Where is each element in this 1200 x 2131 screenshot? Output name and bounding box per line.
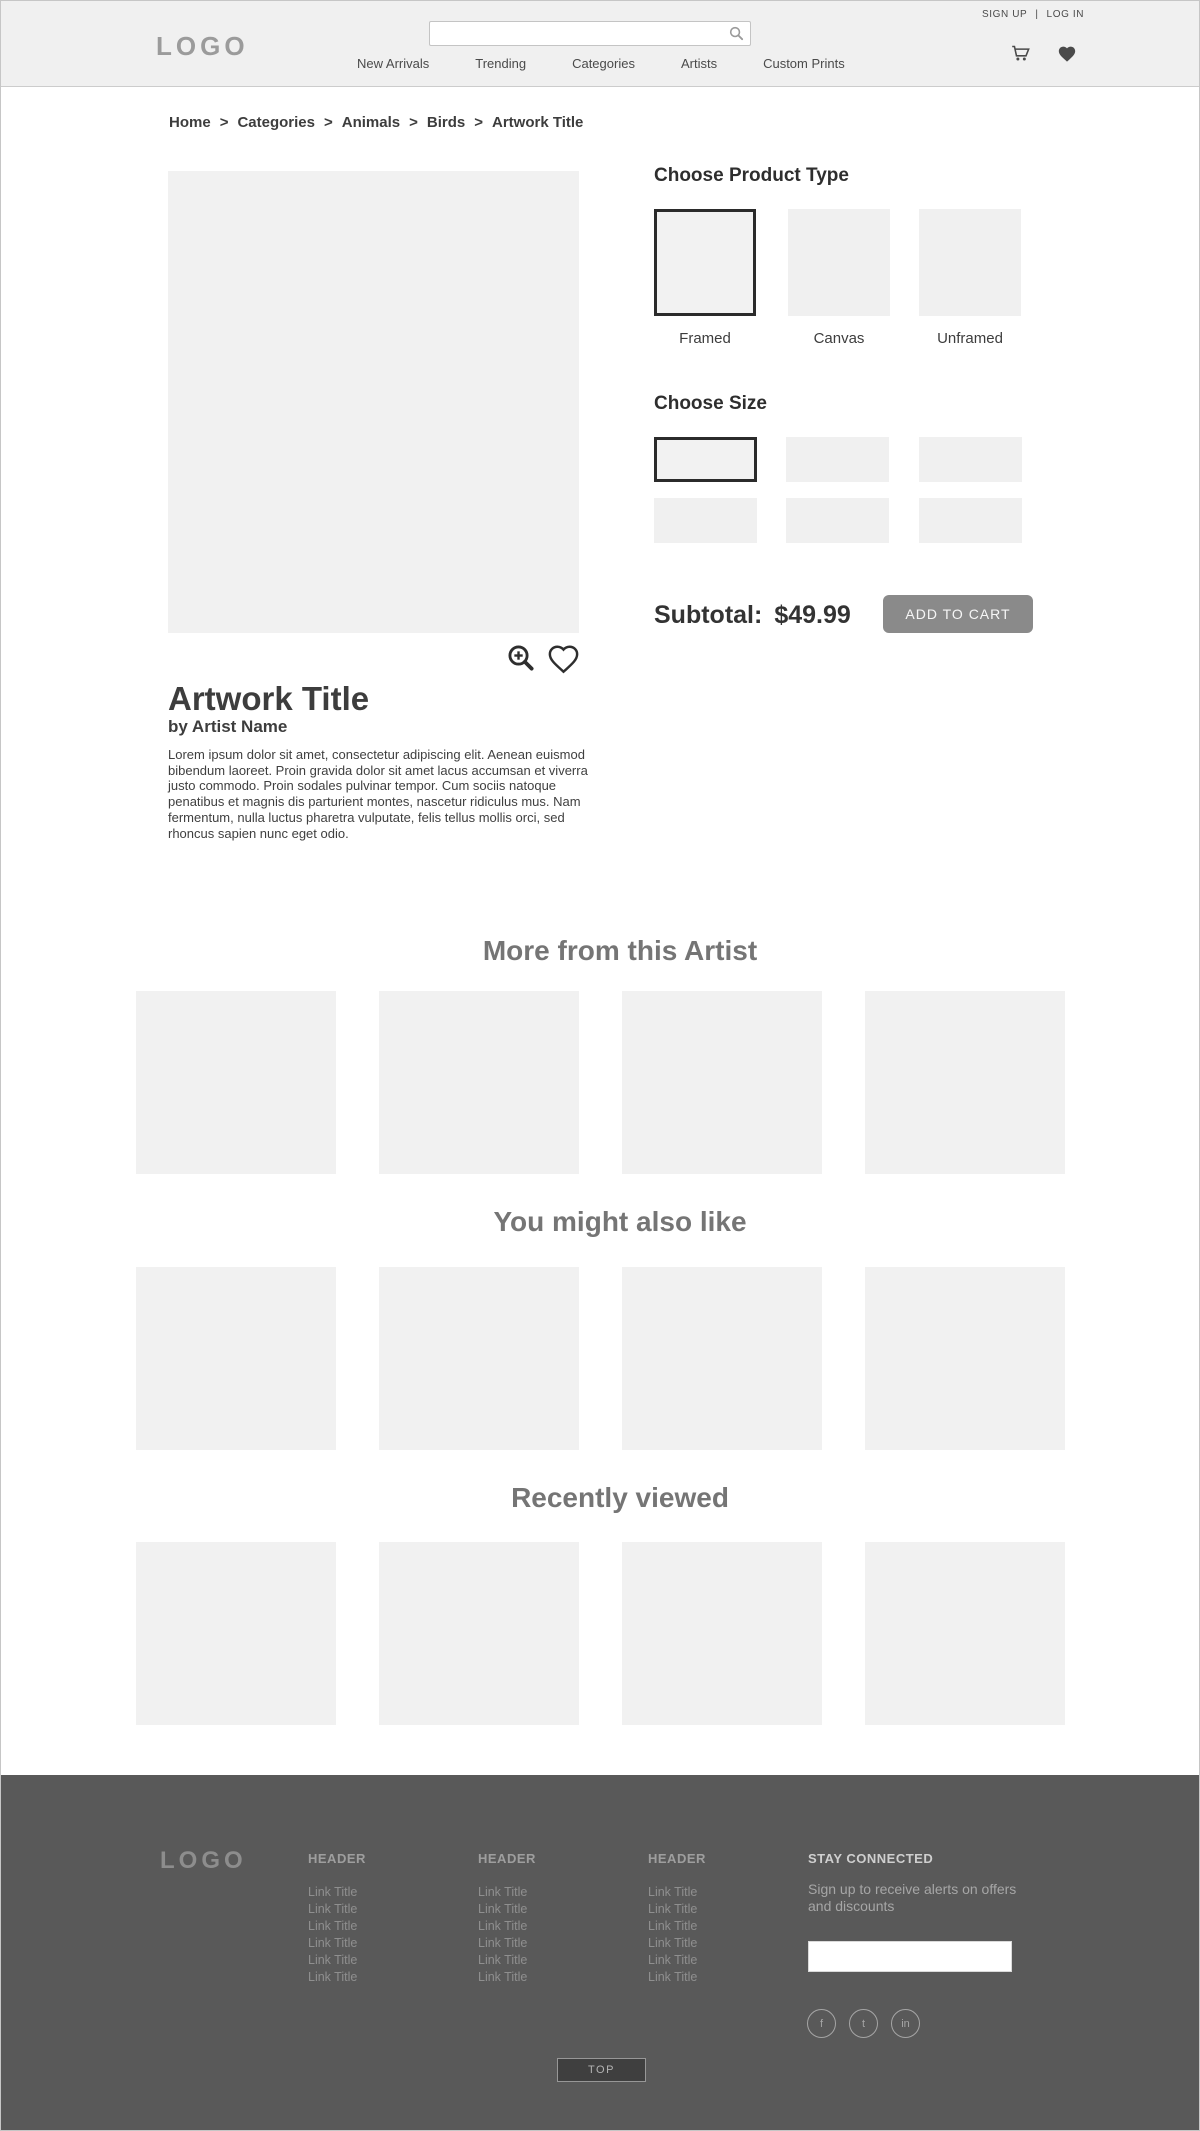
size-swatch-2[interactable] [786,437,889,482]
footer-column-header: HEADER [648,1851,706,1866]
size-swatch-5[interactable] [786,498,889,543]
artwork-title: Artwork Title [168,680,370,717]
product-type-swatch-unframed[interactable] [919,209,1021,316]
newsletter-email-input[interactable] [808,1941,1012,1972]
nav-item-categories[interactable]: Categories [572,56,635,71]
product-type-swatch-canvas[interactable] [788,209,890,316]
product-type-swatch-framed[interactable] [654,209,756,316]
breadcrumb-current: Artwork Title [491,114,584,131]
breadcrumb-categories[interactable]: Categories [237,114,315,131]
breadcrumb-animals[interactable]: Animals [341,114,401,131]
more-from-artist-row [136,991,1065,1174]
breadcrumb-birds[interactable]: Birds [426,114,466,131]
facebook-icon[interactable]: f [807,2009,836,2038]
back-to-top-button[interactable]: TOP [557,2058,646,2082]
stay-connected-block [808,1851,1038,1915]
footer-link[interactable]: Link Title [308,1902,358,1916]
signup-link[interactable]: SIGN UP [982,9,1028,20]
footer-link[interactable]: Link Title [478,1936,528,1950]
breadcrumb-separator: > [474,114,483,131]
footer-link[interactable]: Link Title [648,1902,698,1916]
size-swatch-1[interactable] [654,437,757,482]
breadcrumb-separator: > [323,114,333,131]
social-icons-row [807,2009,920,2038]
footer-link[interactable]: Link Title [308,1919,358,1933]
footer-link[interactable]: Link Title [648,1919,698,1933]
artwork-thumbnail[interactable] [136,1542,336,1725]
stay-connected-text: Sign up to receive alerts on offers and discounts [808,1881,1017,1914]
search-icon[interactable] [728,25,745,42]
footer-link[interactable]: Link Title [308,1936,358,1950]
subtotal-label: Subtotal: [654,601,763,629]
breadcrumb-separator: > [219,114,229,131]
breadcrumb [169,113,583,133]
footer-link[interactable]: Link Title [648,1936,698,1950]
nav-item-new-arrivals[interactable]: New Arrivals [357,56,430,71]
site-logo[interactable]: LOGO [156,31,249,61]
size-swatch-3[interactable] [919,437,1022,482]
nav-item-custom-prints[interactable]: Custom Prints [763,56,845,71]
recently-viewed-row [136,1542,1065,1725]
footer-link[interactable]: Link Title [478,1885,528,1899]
footer-link[interactable]: Link Title [478,1970,528,1984]
footer-link[interactable]: Link Title [648,1885,698,1899]
add-to-cart-button[interactable]: ADD TO CART [883,595,1033,633]
footer-link[interactable]: Link Title [308,1970,358,1984]
artwork-thumbnail[interactable] [622,1542,822,1725]
size-swatch-6[interactable] [919,498,1022,543]
artwork-thumbnail[interactable] [379,1542,579,1725]
section-title-recently-viewed: Recently viewed [511,1482,729,1513]
subtotal-value: $49.99 [774,601,851,629]
might-also-like-row [136,1267,1065,1450]
artwork-thumbnail[interactable] [379,1267,579,1450]
zoom-in-icon[interactable] [506,643,537,674]
linkedin-icon[interactable]: in [891,2009,920,2038]
cart-icon[interactable] [1010,43,1031,64]
footer-link[interactable]: Link Title [648,1970,698,1984]
artist-byline: by Artist Name [168,717,288,736]
breadcrumb-home[interactable]: Home [169,114,211,131]
product-image [168,171,579,633]
login-link[interactable]: LOG IN [1046,9,1085,20]
artwork-thumbnail[interactable] [865,1267,1065,1450]
artwork-thumbnail[interactable] [622,991,822,1174]
artwork-thumbnail[interactable] [379,991,579,1174]
account-divider: | [1035,9,1039,20]
footer-link[interactable]: Link Title [478,1902,528,1916]
artwork-thumbnail[interactable] [622,1267,822,1450]
breadcrumb-separator: > [409,114,418,131]
artwork-thumbnail[interactable] [865,991,1065,1174]
footer-link[interactable]: Link Title [308,1953,358,1967]
account-links [982,9,1084,20]
product-type-label-unframed: Unframed [937,330,1003,347]
section-title-might-also-like: You might also like [493,1206,747,1237]
favorite-icon[interactable] [547,644,580,674]
search-box [429,21,751,46]
choose-product-type-label: Choose Product Type [654,165,849,186]
main-nav [357,56,845,71]
footer-column-3 [648,1851,788,1986]
size-swatch-4[interactable] [654,498,757,543]
twitter-icon[interactable]: t [849,2009,878,2038]
footer-link[interactable]: Link Title [648,1953,698,1967]
nav-item-trending[interactable]: Trending [475,56,527,71]
artwork-thumbnail[interactable] [865,1542,1065,1725]
footer-column-header: HEADER [478,1851,536,1866]
search-input[interactable] [429,21,751,46]
footer-column-2 [478,1851,618,1986]
footer-column-header: HEADER [308,1851,366,1866]
choose-size-label: Choose Size [654,393,767,414]
footer-link[interactable]: Link Title [478,1953,528,1967]
artwork-thumbnail[interactable] [136,1267,336,1450]
footer-logo: LOGO [160,1847,247,1874]
footer-column-1 [308,1851,448,1986]
stay-connected-header: STAY CONNECTED [808,1851,934,1866]
product-type-label-framed: Framed [679,330,731,347]
section-title-more-from-artist: More from this Artist [482,935,758,966]
footer-link[interactable]: Link Title [308,1885,358,1899]
product-description: Lorem ipsum dolor sit amet, consectetur adipiscing elit. Aenean euismod bibendum laoreet. Proin gravida dolor sit amet lacus accumsan et viverra justo commodo. Proin sodales pulvinar tempor. Cum sociis natoque penatibus et magnis dis parturient montes, nascetur ridiculus mus. Nam fermentum, nulla luctus pharetra vulputate, felis tellus mollis orci, sed rhoncus sapien nunc eget odio. [168,747,588,841]
site-footer [1,1775,1199,2131]
subtotal [654,601,851,630]
site-header [1,1,1199,87]
nav-item-artists[interactable]: Artists [680,56,718,71]
footer-link[interactable]: Link Title [478,1919,528,1933]
product-type-label-canvas: Canvas [813,330,865,347]
artwork-thumbnail[interactable] [136,991,336,1174]
wishlist-icon[interactable] [1057,45,1077,63]
